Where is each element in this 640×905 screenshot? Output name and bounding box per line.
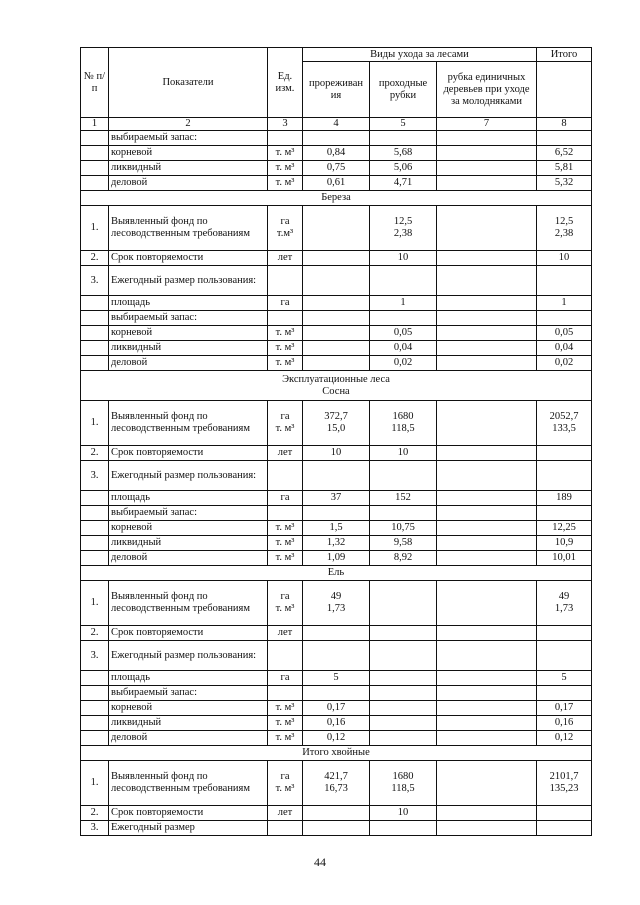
row-unit: т. м³	[268, 341, 303, 356]
row-unit: га	[268, 296, 303, 311]
thinning-value: 1,09	[303, 551, 370, 566]
single-tree-value	[437, 701, 537, 716]
single-tree-value	[437, 311, 537, 326]
row-unit: т. м³	[268, 356, 303, 371]
table-row	[81, 521, 592, 536]
total-value	[537, 686, 592, 701]
table-row	[81, 686, 592, 701]
passage-value: 0,05	[370, 326, 437, 341]
row-unit: га т.м³	[268, 206, 303, 251]
passage-value	[370, 821, 437, 836]
passage-value: 10	[370, 446, 437, 461]
row-label: корневой	[109, 146, 268, 161]
thinning-value	[303, 821, 370, 836]
passage-value: 4,71	[370, 176, 437, 191]
header-total-blank	[537, 62, 592, 118]
row-number: 1.	[81, 206, 109, 251]
section-row	[81, 566, 592, 581]
single-tree-value	[437, 626, 537, 641]
passage-value	[370, 686, 437, 701]
single-tree-value	[437, 506, 537, 521]
row-label: корневой	[109, 326, 268, 341]
row-label: деловой	[109, 176, 268, 191]
thinning-value	[303, 641, 370, 671]
table-row	[81, 551, 592, 566]
row-number	[81, 311, 109, 326]
row-number: 1.	[81, 581, 109, 626]
thinning-value: 37	[303, 491, 370, 506]
row-number	[81, 131, 109, 146]
thinning-value	[303, 131, 370, 146]
forest-care-table	[80, 47, 592, 836]
thinning-value	[303, 341, 370, 356]
passage-value	[370, 581, 437, 626]
table-row	[81, 581, 592, 626]
single-tree-value	[437, 581, 537, 626]
thinning-value	[303, 626, 370, 641]
thinning-value: 421,7 16,73	[303, 761, 370, 806]
section-row	[81, 191, 592, 206]
row-label: площадь	[109, 491, 268, 506]
column-number: 7	[437, 118, 537, 131]
row-unit: т. м³	[268, 521, 303, 536]
thinning-value	[303, 806, 370, 821]
total-value	[537, 446, 592, 461]
row-label: деловой	[109, 356, 268, 371]
table-row	[81, 716, 592, 731]
row-number: 3.	[81, 641, 109, 671]
total-value: 6,52	[537, 146, 592, 161]
table-row	[81, 266, 592, 296]
single-tree-value	[437, 326, 537, 341]
single-tree-value	[437, 686, 537, 701]
total-value: 0,16	[537, 716, 592, 731]
single-tree-value	[437, 446, 537, 461]
passage-value	[370, 506, 437, 521]
total-value: 49 1,73	[537, 581, 592, 626]
passage-value: 0,04	[370, 341, 437, 356]
row-number	[81, 551, 109, 566]
thinning-value: 49 1,73	[303, 581, 370, 626]
thinning-value: 0,17	[303, 701, 370, 716]
row-number: 2.	[81, 806, 109, 821]
total-value	[537, 461, 592, 491]
row-label: ликвидный	[109, 716, 268, 731]
row-number: 1.	[81, 761, 109, 806]
row-label: Срок повторяемости	[109, 251, 268, 266]
row-unit: т. м³	[268, 326, 303, 341]
row-unit: т. м³	[268, 701, 303, 716]
row-label: ликвидный	[109, 161, 268, 176]
column-number: 3	[268, 118, 303, 131]
section-row	[81, 371, 592, 401]
row-unit: лет	[268, 806, 303, 821]
row-unit: га	[268, 671, 303, 686]
thinning-value: 10	[303, 446, 370, 461]
total-value: 5,81	[537, 161, 592, 176]
row-number	[81, 161, 109, 176]
column-number: 2	[109, 118, 268, 131]
passage-value	[370, 701, 437, 716]
row-number	[81, 731, 109, 746]
row-label: Выявленный фонд по лесоводственным требованиям	[109, 761, 268, 806]
row-unit: га т. м³	[268, 401, 303, 446]
table-row	[81, 206, 592, 251]
passage-value: 10,75	[370, 521, 437, 536]
row-number: 2.	[81, 446, 109, 461]
table-body	[81, 131, 592, 836]
single-tree-value	[437, 356, 537, 371]
table-row	[81, 311, 592, 326]
single-tree-value	[437, 146, 537, 161]
row-unit	[268, 311, 303, 326]
header-unit: Ед. изм.	[268, 48, 303, 118]
single-tree-value	[437, 461, 537, 491]
thinning-value: 0,75	[303, 161, 370, 176]
total-value: 5,32	[537, 176, 592, 191]
row-label: Ежегодный размер	[109, 821, 268, 836]
row-number	[81, 506, 109, 521]
table-row	[81, 161, 592, 176]
single-tree-value	[437, 341, 537, 356]
row-label: деловой	[109, 551, 268, 566]
row-unit: т. м³	[268, 716, 303, 731]
thinning-value	[303, 311, 370, 326]
row-number	[81, 536, 109, 551]
total-value	[537, 806, 592, 821]
thinning-value	[303, 251, 370, 266]
single-tree-value	[437, 131, 537, 146]
row-label: выбираемый запас:	[109, 131, 268, 146]
table-row	[81, 761, 592, 806]
row-unit	[268, 266, 303, 296]
row-unit: т. м³	[268, 731, 303, 746]
single-tree-value	[437, 761, 537, 806]
table-row	[81, 701, 592, 716]
passage-value: 10	[370, 251, 437, 266]
row-unit	[268, 506, 303, 521]
single-tree-value	[437, 206, 537, 251]
row-number: 2.	[81, 251, 109, 266]
row-label: площадь	[109, 296, 268, 311]
row-label: Ежегодный размер пользования:	[109, 461, 268, 491]
row-unit: га т. м³	[268, 761, 303, 806]
single-tree-value	[437, 821, 537, 836]
passage-value: 5,06	[370, 161, 437, 176]
thinning-value: 0,61	[303, 176, 370, 191]
total-value: 0,05	[537, 326, 592, 341]
passage-value	[370, 626, 437, 641]
row-number: 3.	[81, 266, 109, 296]
table-row	[81, 326, 592, 341]
row-label: Выявленный фонд по лесоводственным требованиям	[109, 206, 268, 251]
row-label: ликвидный	[109, 341, 268, 356]
thinning-value: 1,5	[303, 521, 370, 536]
row-number	[81, 356, 109, 371]
row-label: Ежегодный размер пользования:	[109, 266, 268, 296]
table-row	[81, 506, 592, 521]
row-unit: лет	[268, 251, 303, 266]
row-unit	[268, 686, 303, 701]
column-number: 5	[370, 118, 437, 131]
column-number: 4	[303, 118, 370, 131]
single-tree-value	[437, 551, 537, 566]
passage-value: 8,92	[370, 551, 437, 566]
passage-value: 152	[370, 491, 437, 506]
section-title: Итого хвойные	[81, 746, 592, 761]
total-value: 12,5 2,38	[537, 206, 592, 251]
thinning-value: 0,12	[303, 731, 370, 746]
total-value	[537, 821, 592, 836]
passage-value: 10	[370, 806, 437, 821]
table-row	[81, 401, 592, 446]
row-label: Срок повторяемости	[109, 626, 268, 641]
row-unit: лет	[268, 446, 303, 461]
row-number: 3.	[81, 821, 109, 836]
thinning-value	[303, 206, 370, 251]
total-value: 0,17	[537, 701, 592, 716]
thinning-value: 0,84	[303, 146, 370, 161]
row-label: Срок повторяемости	[109, 446, 268, 461]
total-value	[537, 626, 592, 641]
total-value: 0,04	[537, 341, 592, 356]
table-row	[81, 641, 592, 671]
row-number	[81, 341, 109, 356]
column-number: 1	[81, 118, 109, 131]
row-number	[81, 146, 109, 161]
total-value	[537, 641, 592, 671]
row-label: корневой	[109, 521, 268, 536]
row-number	[81, 326, 109, 341]
table-row	[81, 626, 592, 641]
passage-value: 1680 118,5	[370, 401, 437, 446]
header-indicators: Показатели	[109, 48, 268, 118]
single-tree-value	[437, 641, 537, 671]
row-label: выбираемый запас:	[109, 311, 268, 326]
row-label: Выявленный фонд по лесоводственным требованиям	[109, 581, 268, 626]
row-number	[81, 176, 109, 191]
thinning-value	[303, 326, 370, 341]
row-number	[81, 701, 109, 716]
passage-value	[370, 716, 437, 731]
single-tree-value	[437, 161, 537, 176]
passage-value: 12,5 2,38	[370, 206, 437, 251]
row-unit	[268, 131, 303, 146]
table-row	[81, 491, 592, 506]
total-value: 10,01	[537, 551, 592, 566]
row-number: 1.	[81, 401, 109, 446]
table-row	[81, 536, 592, 551]
row-number	[81, 521, 109, 536]
header-passage-cuttings: проходные рубки	[370, 62, 437, 118]
row-label: Ежегодный размер пользования:	[109, 641, 268, 671]
table-row	[81, 356, 592, 371]
total-value: 10	[537, 251, 592, 266]
column-numbers-row	[81, 118, 592, 131]
row-unit: т. м³	[268, 536, 303, 551]
table-row	[81, 806, 592, 821]
passage-value	[370, 671, 437, 686]
section-title: Эксплуатационные леса Сосна	[81, 371, 592, 401]
header-single-tree: рубка единичных деревьев при уходе за молодняками	[437, 62, 537, 118]
row-unit: га т. м³	[268, 581, 303, 626]
row-unit	[268, 821, 303, 836]
row-number	[81, 686, 109, 701]
single-tree-value	[437, 491, 537, 506]
row-label: деловой	[109, 731, 268, 746]
table-row	[81, 341, 592, 356]
column-number: 8	[537, 118, 592, 131]
single-tree-value	[437, 251, 537, 266]
passage-value	[370, 131, 437, 146]
row-label: корневой	[109, 701, 268, 716]
total-value	[537, 311, 592, 326]
total-value: 2101,7 135,23	[537, 761, 592, 806]
thinning-value	[303, 461, 370, 491]
single-tree-value	[437, 806, 537, 821]
row-number: 3.	[81, 461, 109, 491]
row-label: ликвидный	[109, 536, 268, 551]
section-row	[81, 746, 592, 761]
table-row	[81, 296, 592, 311]
single-tree-value	[437, 671, 537, 686]
total-value: 5	[537, 671, 592, 686]
table-row	[81, 731, 592, 746]
thinning-value	[303, 296, 370, 311]
row-label: площадь	[109, 671, 268, 686]
thinning-value: 1,32	[303, 536, 370, 551]
thinning-value	[303, 686, 370, 701]
row-unit: лет	[268, 626, 303, 641]
table-row	[81, 251, 592, 266]
row-number	[81, 716, 109, 731]
total-value: 189	[537, 491, 592, 506]
passage-value: 5,68	[370, 146, 437, 161]
total-value: 12,25	[537, 521, 592, 536]
total-value	[537, 131, 592, 146]
row-number	[81, 491, 109, 506]
row-label: Срок повторяемости	[109, 806, 268, 821]
passage-value: 1680 118,5	[370, 761, 437, 806]
single-tree-value	[437, 716, 537, 731]
table-row	[81, 821, 592, 836]
header-thinning: прореживан ия	[303, 62, 370, 118]
passage-value	[370, 311, 437, 326]
total-value: 0,12	[537, 731, 592, 746]
table-row	[81, 446, 592, 461]
single-tree-value	[437, 266, 537, 296]
section-title: Береза	[81, 191, 592, 206]
total-value: 1	[537, 296, 592, 311]
single-tree-value	[437, 296, 537, 311]
table-row	[81, 131, 592, 146]
single-tree-value	[437, 401, 537, 446]
header-total: Итого	[537, 48, 592, 62]
passage-value: 0,02	[370, 356, 437, 371]
thinning-value	[303, 506, 370, 521]
row-unit: т. м³	[268, 161, 303, 176]
row-unit	[268, 461, 303, 491]
thinning-value	[303, 356, 370, 371]
row-number	[81, 296, 109, 311]
passage-value	[370, 641, 437, 671]
row-unit: т. м³	[268, 146, 303, 161]
thinning-value	[303, 266, 370, 296]
passage-value	[370, 731, 437, 746]
thinning-value: 0,16	[303, 716, 370, 731]
total-value	[537, 506, 592, 521]
row-unit: га	[268, 491, 303, 506]
row-unit	[268, 641, 303, 671]
section-title: Ель	[81, 566, 592, 581]
row-label: Выявленный фонд по лесоводственным требованиям	[109, 401, 268, 446]
single-tree-value	[437, 176, 537, 191]
single-tree-value	[437, 536, 537, 551]
total-value: 0,02	[537, 356, 592, 371]
passage-value	[370, 461, 437, 491]
thinning-value: 5	[303, 671, 370, 686]
page-number: 44	[314, 855, 326, 869]
row-label: выбираемый запас:	[109, 506, 268, 521]
row-unit: т. м³	[268, 176, 303, 191]
single-tree-value	[437, 521, 537, 536]
row-number: 2.	[81, 626, 109, 641]
table-row	[81, 671, 592, 686]
header-num: № п/п	[81, 48, 109, 118]
thinning-value: 372,7 15,0	[303, 401, 370, 446]
row-number	[81, 671, 109, 686]
passage-value: 1	[370, 296, 437, 311]
total-value: 2052,7 133,5	[537, 401, 592, 446]
passage-value: 9,58	[370, 536, 437, 551]
total-value: 10,9	[537, 536, 592, 551]
header-care-types: Виды ухода за лесами	[303, 48, 537, 62]
passage-value	[370, 266, 437, 296]
table-row	[81, 461, 592, 491]
row-unit: т. м³	[268, 551, 303, 566]
total-value	[537, 266, 592, 296]
table-row	[81, 176, 592, 191]
row-label: выбираемый запас:	[109, 686, 268, 701]
single-tree-value	[437, 731, 537, 746]
table-row	[81, 146, 592, 161]
